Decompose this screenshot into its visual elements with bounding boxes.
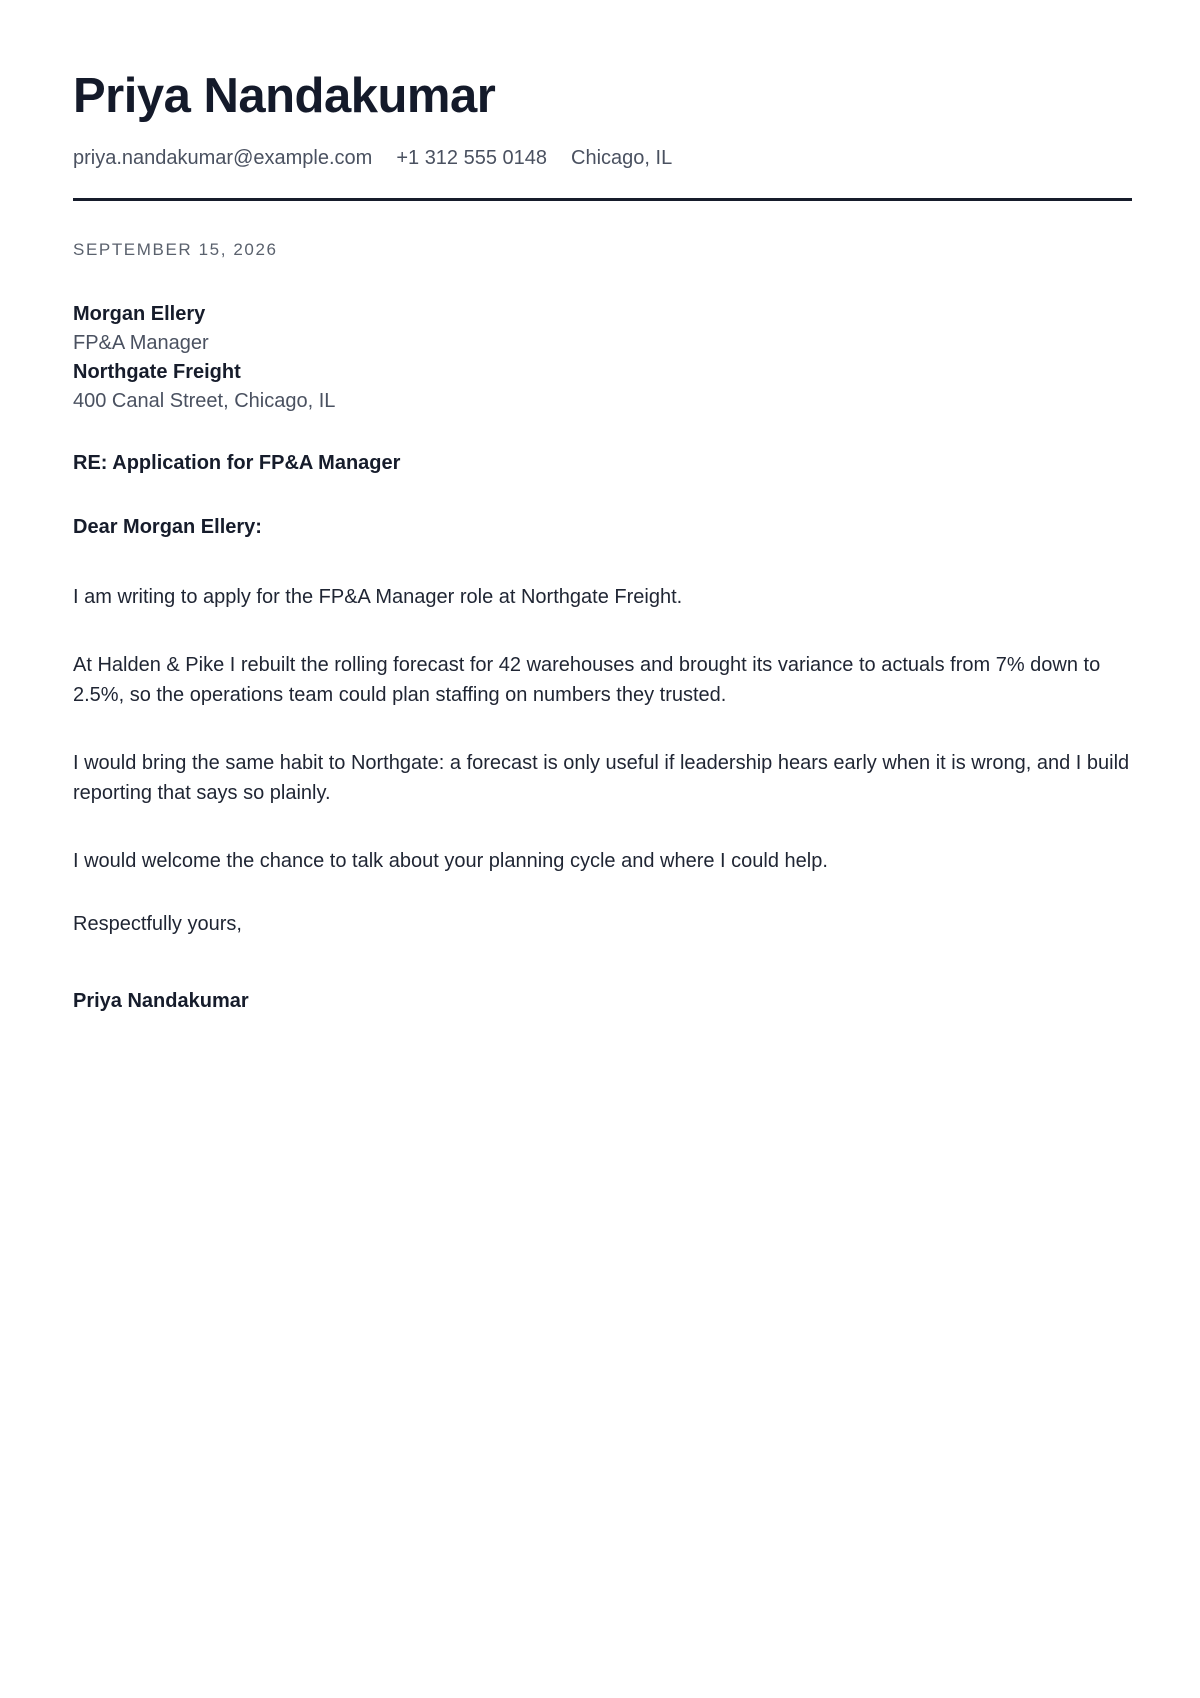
letter-body [73,582,1132,914]
closing-line: Respectfully yours, [73,913,242,935]
sender-location: Chicago, IL [571,147,673,169]
sender-email: priya.nandakumar@example.com [73,147,373,169]
signature-name: Priya Nandakumar [73,990,249,1012]
recipient-company: Northgate Freight [73,361,241,383]
body-paragraph: I would welcome the chance to talk about your planning cycle and where I could help. [73,850,828,872]
body-paragraph: I am writing to apply for the FP&A Manager role at Northgate Freight. [73,586,683,608]
recipient-name: Morgan Ellery [73,303,206,325]
recipient-title: FP&A Manager [73,332,209,354]
recipient-block [73,300,335,416]
recipient-address: 400 Canal Street, Chicago, IL [73,390,336,412]
salutation: Dear Morgan Ellery: [73,516,262,538]
sender-name: Priya Nandakumar [73,69,496,123]
body-paragraph: I would bring the same habit to Northgate: a forecast is only useful if leadership hears early when it is wrong, and I build reporting that says so plainly. [73,752,1130,804]
body-paragraph: At Halden & Pike I rebuilt the rolling forecast for 42 warehouses and brought its variance to actuals from 7% down to 2.5%, so the operations team could plan staffing on numbers they trusted. [73,654,1101,706]
sender-phone: +1 312 555 0148 [396,147,548,169]
letter-date: SEPTEMBER 15, 2026 [73,240,278,259]
subject-line: RE: Application for FP&A Manager [73,452,401,474]
header-divider [73,198,1132,201]
contact-line [73,146,672,170]
